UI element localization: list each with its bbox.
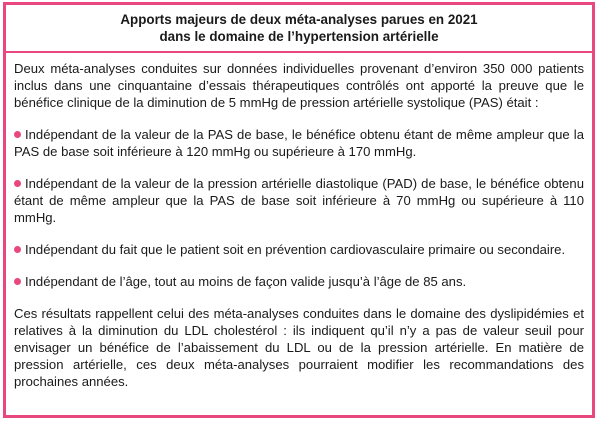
bullet-item-4 bbox=[14, 273, 584, 290]
bullet-text-2: Indépendant de la valeur de la pression artérielle diastolique (PAD) de base, le bénéfice obtenu étant de même ampleur que la PAS de base soit inférieure à 70 mmHg ou supérieure à 110 mmHg. bbox=[14, 176, 584, 225]
bullet-dot-icon bbox=[14, 246, 21, 253]
conclusion-paragraph: Ces résultats rappellent celui des méta-analyses conduites dans le domaine des dyslipidémies et relatives à la diminution du LDL cholestérol : ils indiquent qu’il n’y a pas de valeur seuil pour envisager un bénéfice de l’abaissement du LDL ou de la pression artérielle. En matière de pression artérielle, ces deux méta-analyses pourraient modifier les recommandations des prochaines années. bbox=[14, 306, 584, 389]
box-title bbox=[6, 11, 592, 45]
bullet-text-1: Indépendant de la valeur de la PAS de base, le bénéfice obtenu étant de même ampleur que la PAS de base soit inférieure à 120 mmHg ou supérieure à 170 mmHg. bbox=[14, 127, 584, 159]
intro-paragraph: Deux méta-analyses conduites sur données individuelles provenant d’environ 350 000 patients inclus dans une cinquantaine d’essais thérapeutiques contrôlés ont apporté la preuve que le bénéfice clinique de la diminution de 5 mmHg de pression artérielle systolique (PAS) était : bbox=[14, 61, 584, 110]
title-line-2: dans le domaine de l’hypertension artérielle bbox=[159, 29, 439, 44]
bullet-item-1 bbox=[14, 126, 584, 160]
bullet-item-2 bbox=[14, 175, 584, 226]
bullet-dot-icon bbox=[14, 278, 21, 285]
box-content bbox=[14, 60, 584, 390]
bullet-dot-icon bbox=[14, 180, 21, 187]
bullet-item-3 bbox=[14, 241, 584, 258]
title-line-1: Apports majeurs de deux méta-analyses parues en 2021 bbox=[120, 12, 478, 27]
bullet-text-4: Indépendant de l’âge, tout au moins de façon valide jusqu’à l’âge de 85 ans. bbox=[25, 274, 467, 289]
bullet-text-3: Indépendant du fait que le patient soit en prévention cardiovasculaire primaire ou secondaire. bbox=[25, 242, 566, 257]
info-box bbox=[3, 2, 595, 418]
bullet-dot-icon bbox=[14, 131, 21, 138]
title-divider bbox=[6, 51, 592, 53]
